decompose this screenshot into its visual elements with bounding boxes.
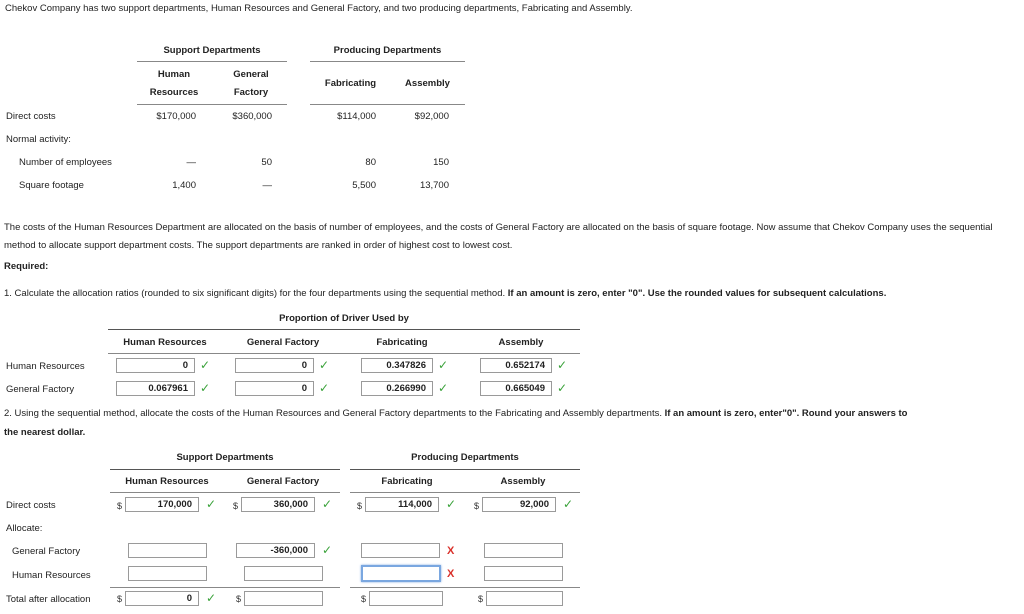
q2-row-allocate-label: Allocate: (6, 523, 43, 534)
row-direct-costs-label: Direct costs (6, 111, 56, 122)
q1-hr-gf-input[interactable]: 0 (235, 358, 314, 373)
employees-gf: 50 (261, 157, 272, 168)
row-normal-activity-label: Normal activity: (6, 134, 71, 145)
check-icon: ✓ (200, 381, 211, 395)
q1-text-bold: If an amount is zero, enter "0". Use the rounded values for subsequent calculations. (507, 288, 887, 299)
q1-text-plain: 1. Calculate the allocation ratios (rounded to six significant digits) for the four departments using the sequential method. (4, 288, 508, 299)
col-gf-line2: Factory (233, 87, 269, 98)
q1-hr-hr-input[interactable]: 0 (116, 358, 195, 373)
q1-row-hr-label: Human Resources (6, 361, 85, 372)
q1-gf-hr-input[interactable]: 0.067961 (116, 381, 195, 396)
col-hr-line2: Resources (149, 87, 199, 98)
q2-text-bold-2: the nearest dollar. (4, 427, 86, 438)
q1-col-asm: Assembly (498, 337, 544, 348)
sqft-fab: 5,500 (352, 180, 376, 191)
q2-row-direct-label: Direct costs (6, 500, 56, 511)
q2-hr-gf-input[interactable] (244, 566, 323, 581)
employees-fab: 80 (365, 157, 376, 168)
q2-text-bold-1: If an amount is zero, enter"0". Round your answers to (664, 408, 908, 419)
q2-hr-hr-input[interactable] (128, 566, 207, 581)
check-icon: ✓ (322, 497, 333, 511)
q2-total-asm-input[interactable] (486, 591, 563, 606)
q2-hr-asm-input[interactable] (484, 566, 563, 581)
dollar-sign: $ (361, 594, 367, 604)
dollar-sign: $ (117, 501, 123, 511)
q2-total-hr-input[interactable]: 0 (125, 591, 199, 606)
direct-costs-gf: $360,000 (232, 111, 272, 122)
q2-direct-gf-input[interactable]: 360,000 (241, 497, 315, 512)
dollar-sign: $ (357, 501, 363, 511)
q1-proportion-header: Proportion of Driver Used by (279, 313, 409, 324)
check-icon: ✓ (438, 358, 449, 372)
q1-gf-fab-input[interactable]: 0.266990 (361, 381, 433, 396)
q2-gf-gf-input[interactable]: -360,000 (236, 543, 315, 558)
q2-row-total-label: Total after allocation (6, 594, 91, 605)
q2-gf-fab-input[interactable] (361, 543, 440, 558)
q2-total-gf-input[interactable] (244, 591, 323, 606)
dollar-sign: $ (117, 594, 123, 604)
q2-row-hr-label: Human Resources (12, 570, 91, 581)
col-assembly: Assembly (405, 78, 450, 89)
dollar-sign: $ (478, 594, 484, 604)
q1-col-fab: Fabricating (376, 337, 428, 348)
check-icon: ✓ (206, 591, 217, 605)
q2-text-plain: 2. Using the sequential method, allocate the costs of the Human Resources and General Factory departments to the Fabricating and Assembly departments. (4, 408, 665, 419)
employees-hr: — (186, 157, 196, 168)
check-icon: ✓ (438, 381, 449, 395)
direct-costs-hr: $170,000 (156, 111, 196, 122)
col-gf-line1: General (233, 69, 269, 80)
x-icon: X (447, 545, 455, 557)
q1-gf-asm-input[interactable]: 0.665049 (480, 381, 552, 396)
col-fabricating: Fabricating (324, 78, 377, 89)
sqft-gf: — (262, 180, 272, 191)
q2-total-fab-input[interactable] (369, 591, 443, 606)
dollar-sign: $ (474, 501, 480, 511)
q2-direct-hr-input[interactable]: 170,000 (125, 497, 199, 512)
intro-text: Chekov Company has two support departments, Human Resources and General Factory, and two producing departments, Fabricating and Assembly. (5, 3, 633, 14)
check-icon: ✓ (206, 497, 217, 511)
q2-direct-fab-input[interactable]: 114,000 (365, 497, 439, 512)
sqft-hr: 1,400 (172, 180, 196, 191)
q2-col-asm: Assembly (500, 476, 546, 487)
row-employees-label: Number of employees (19, 157, 112, 168)
q1-col-gf: General Factory (246, 337, 320, 348)
check-icon: ✓ (563, 497, 574, 511)
required-label: Required: (4, 261, 49, 272)
q2-col-fab: Fabricating (381, 476, 433, 487)
direct-costs-asm: $92,000 (414, 111, 449, 122)
q2-gf-hr-input[interactable] (128, 543, 207, 558)
x-icon: X (447, 568, 455, 580)
q1-row-gf-label: General Factory (6, 384, 75, 395)
q2-col-hr: Human Resources (125, 476, 209, 487)
q2-row-gf-label: General Factory (12, 546, 81, 557)
dollar-sign: $ (233, 501, 239, 511)
allocation-paragraph: The costs of the Human Resources Department are allocated on the basis of number of employees, and the costs of General Factory are allocated on the basis of square footage. Now assume that Chekov Company uses the sequential method to allocate support department costs. The support departments are ranked in order of highest cost to lowest cost. (4, 222, 993, 251)
q2-col-gf: General Factory (246, 476, 320, 487)
q2-producing-header: Producing Departments (411, 452, 519, 463)
producing-departments-header: Producing Departments (333, 45, 442, 56)
check-icon: ✓ (557, 381, 568, 395)
q2-gf-asm-input[interactable] (484, 543, 563, 558)
check-icon: ✓ (446, 497, 457, 511)
col-hr-line1: Human (157, 69, 191, 80)
dollar-sign: $ (236, 594, 242, 604)
q2-hr-fab-input[interactable] (361, 565, 441, 582)
sqft-asm: 13,700 (419, 180, 449, 191)
row-sqft-label: Square footage (19, 180, 84, 191)
q2-direct-asm-input[interactable]: 92,000 (482, 497, 556, 512)
check-icon: ✓ (200, 358, 211, 372)
check-icon: ✓ (319, 358, 330, 372)
check-icon: ✓ (322, 543, 333, 557)
q1-hr-asm-input[interactable]: 0.652174 (480, 358, 552, 373)
q1-gf-gf-input[interactable]: 0 (235, 381, 314, 396)
q2-instructions-line1 (4, 408, 907, 419)
q1-instructions (4, 288, 886, 299)
check-icon: ✓ (319, 381, 330, 395)
q1-hr-fab-input[interactable]: 0.347826 (361, 358, 433, 373)
support-departments-header: Support Departments (163, 45, 261, 56)
q2-support-header: Support Departments (176, 452, 274, 463)
employees-asm: 150 (433, 157, 449, 168)
direct-costs-fab: $114,000 (337, 111, 376, 122)
check-icon: ✓ (557, 358, 568, 372)
q1-col-hr: Human Resources (123, 337, 207, 348)
